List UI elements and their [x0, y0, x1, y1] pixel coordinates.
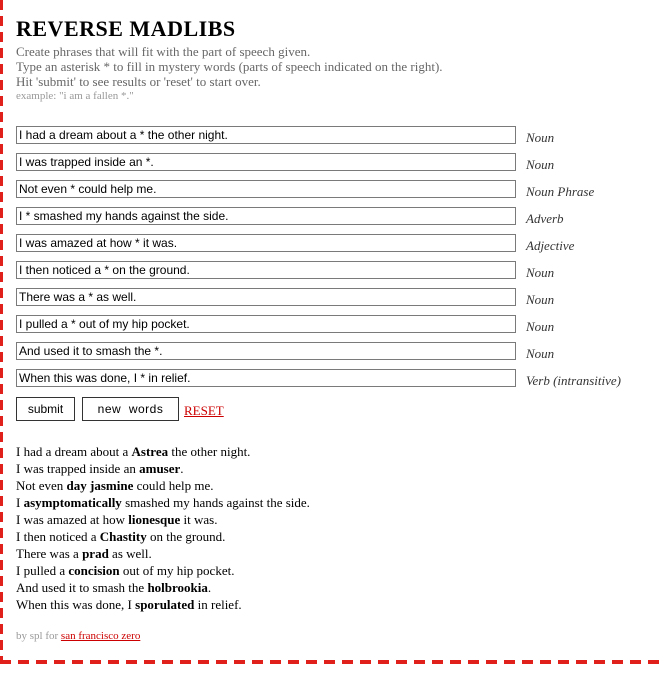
main-content — [16, 16, 656, 642]
phrase-row — [16, 153, 656, 175]
result-line: I was amazed at how lionesque it was. — [16, 512, 218, 527]
result-line: I was trapped inside an amuser. — [16, 461, 184, 476]
mystery-word: Astrea — [131, 444, 169, 459]
instructions — [16, 44, 656, 103]
footer-credit — [16, 630, 140, 642]
mystery-word: amuser — [139, 461, 181, 476]
page-title: REVERSE MADLIBS — [16, 16, 236, 41]
part-of-speech-label: Verb (intransitive) — [526, 373, 621, 388]
dashed-border-left — [0, 0, 3, 664]
phrase-row — [16, 180, 656, 202]
new-words-button[interactable]: new words — [82, 397, 179, 421]
result-line: I asymptomatically smashed my hands against the side. — [16, 495, 310, 510]
mystery-word: day jasmine — [66, 478, 134, 493]
phrase-input-6[interactable] — [16, 261, 516, 279]
footer-link[interactable]: san francisco zero — [60, 630, 141, 642]
phrase-row — [16, 207, 656, 229]
mystery-word: holbrookia — [147, 580, 208, 595]
instruction-line-2: Type an asterisk * to fill in mystery words (parts of speech indicated on the right). — [16, 59, 443, 74]
instruction-line-1: Create phrases that will fit with the part of speech given. — [16, 44, 311, 59]
part-of-speech-label: Noun — [526, 130, 555, 145]
mystery-word: concision — [68, 563, 120, 578]
phrase-input-10[interactable] — [16, 369, 516, 387]
part-of-speech-label: Noun — [526, 157, 555, 172]
result-line: Not even day jasmine could help me. — [16, 478, 214, 493]
phrase-row — [16, 126, 656, 148]
phrase-input-5[interactable] — [16, 234, 516, 252]
part-of-speech-label: Noun Phrase — [526, 184, 595, 199]
phrase-input-7[interactable] — [16, 288, 516, 306]
result-line: I pulled a concision out of my hip pocket. — [16, 563, 235, 578]
mystery-word: prad — [82, 546, 109, 561]
phrase-input-3[interactable] — [16, 180, 516, 198]
submit-button[interactable]: submit — [16, 397, 75, 421]
result-line: I then noticed a Chastity on the ground. — [16, 529, 226, 544]
part-of-speech-label: Noun — [526, 319, 555, 334]
phrase-input-2[interactable] — [16, 153, 516, 171]
phrase-row — [16, 369, 656, 391]
mystery-word: asymptomatically — [23, 495, 122, 510]
part-of-speech-label: Noun — [526, 265, 555, 280]
dashed-border-bottom — [0, 660, 664, 664]
result-line: And used it to smash the holbrookia. — [16, 580, 212, 595]
mystery-word: Chastity — [99, 529, 147, 544]
phrase-input-9[interactable] — [16, 342, 516, 360]
phrase-row — [16, 315, 656, 337]
form-actions — [16, 397, 656, 423]
phrase-row — [16, 261, 656, 283]
result-line: I had a dream about a Astrea the other night. — [16, 444, 251, 459]
phrase-input-1[interactable] — [16, 126, 516, 144]
phrase-row — [16, 234, 656, 256]
example-text: example: "i am a fallen *." — [16, 90, 134, 102]
footer-prefix: by spl for — [16, 630, 61, 642]
part-of-speech-label: Adjective — [526, 238, 575, 253]
phrase-input-4[interactable] — [16, 207, 516, 225]
result-line: When this was done, I sporulated in relief. — [16, 597, 242, 612]
mystery-word: lionesque — [128, 512, 181, 527]
instruction-line-3: Hit 'submit' to see results or 'reset' to start over. — [16, 74, 261, 89]
phrase-row — [16, 288, 656, 310]
reset-link[interactable]: RESET — [184, 403, 224, 418]
result-line: There was a prad as well. — [16, 546, 152, 561]
phrase-row — [16, 342, 656, 364]
results-block — [16, 443, 310, 613]
part-of-speech-label: Adverb — [526, 211, 564, 226]
mystery-word: sporulated — [135, 597, 195, 612]
part-of-speech-label: Noun — [526, 346, 555, 361]
phrase-input-8[interactable] — [16, 315, 516, 333]
part-of-speech-label: Noun — [526, 292, 555, 307]
